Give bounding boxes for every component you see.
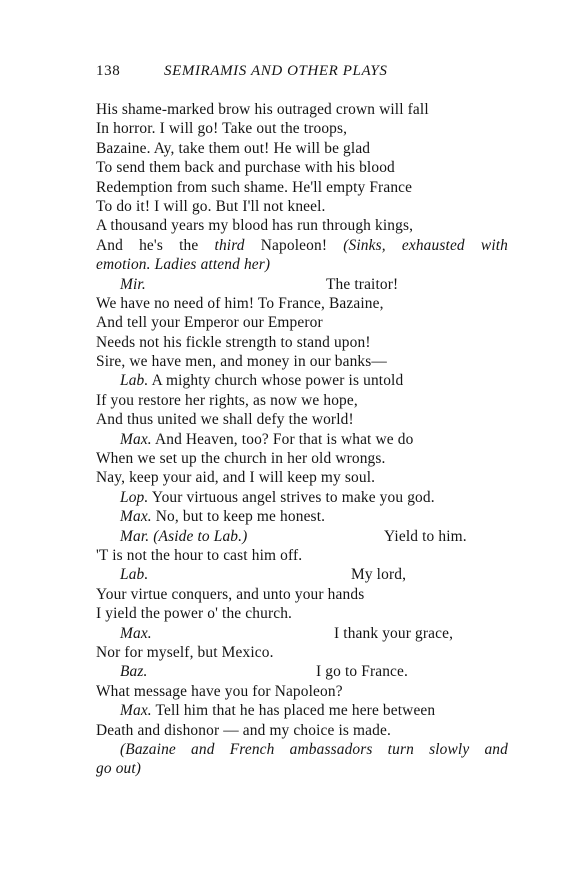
speaker-line — [96, 507, 508, 526]
verse-line: To do it! I will go. But I'll not kneel. — [96, 197, 326, 215]
speaker-line — [96, 488, 508, 507]
verse-line: And tell your Emperor our Emperor — [96, 314, 323, 332]
verse-line: Sire, we have men, and money in our banks— — [96, 353, 387, 371]
line-text: Tell him that he has placed me here between — [155, 702, 436, 720]
speaker-name: Lop. — [120, 488, 149, 506]
stage-direction: (Bazaine and French ambassadors turn slowly and — [120, 740, 508, 758]
line-text: A mighty church whose power is untold — [151, 372, 404, 390]
speaker-name: Lab. — [120, 566, 149, 584]
stage-direction: (Sinks, exhausted with — [343, 236, 508, 254]
speaker-line — [96, 430, 508, 449]
line-text: And he's the — [96, 236, 199, 254]
speaker-line — [96, 701, 508, 720]
verse-line: When we set up the church in her old wrongs. — [96, 450, 386, 468]
stage-direction: (Aside to Lab.) — [153, 527, 248, 545]
verse-line: And thus united we shall defy the world! — [96, 411, 354, 429]
speaker-name: Max. — [120, 624, 152, 642]
line-text: The traitor! — [326, 275, 399, 293]
speaker-line — [96, 275, 508, 294]
speaker-line — [96, 624, 508, 643]
speaker-name: Max. — [120, 430, 152, 448]
stage-direction: go out) — [96, 760, 142, 778]
verse-line: Death and dishonor — and my choice is made. — [96, 721, 391, 739]
line-text: Your virtuous angel strives to make you god. — [151, 488, 435, 506]
verse-line — [96, 236, 508, 255]
line-text: Napoleon! — [260, 236, 328, 254]
line-text: My lord, — [351, 566, 407, 584]
speaker-name: Max. — [120, 508, 152, 526]
running-title: SEMIRAMIS AND OTHER PLAYS — [164, 63, 388, 79]
verse-line: Needs not his fickle strength to stand upon! — [96, 333, 371, 351]
verse-line: Bazaine. Ay, take them out! He will be glad — [96, 139, 371, 157]
speaker-name: Lab. — [120, 372, 149, 390]
speaker-name: Mar. — [120, 527, 150, 545]
verse-line: Nay, keep your aid, and I will keep my soul. — [96, 469, 376, 487]
stage-direction: emotion. Ladies attend her) — [96, 256, 271, 274]
emphasis-text: third — [214, 236, 245, 254]
speaker-name: Max. — [120, 702, 152, 720]
verse-line: Nor for myself, but Mexico. — [96, 643, 274, 661]
verse-line: What message have you for Napoleon? — [96, 682, 343, 700]
line-text: I thank your grace, — [334, 624, 454, 642]
speaker-line — [96, 565, 508, 584]
speaker-line — [96, 527, 508, 546]
verse-line: Your virtue conquers, and unto your hands — [96, 585, 365, 603]
speaker-line — [96, 371, 508, 390]
speaker-line — [96, 662, 508, 681]
verse-line: A thousand years my blood has run through kings, — [96, 217, 414, 235]
verse-line: His shame-marked brow his outraged crown will fall — [96, 101, 429, 118]
line-text: I go to France. — [316, 663, 409, 681]
page-number: 138 — [96, 63, 121, 79]
verse-line: I yield the power o' the church. — [96, 605, 293, 623]
verse-line: In horror. I will go! Take out the troops, — [96, 120, 348, 138]
verse-line: Redemption from such shame. He'll empty France — [96, 178, 413, 196]
verse-line: 'T is not the hour to cast him off. — [96, 546, 303, 564]
line-text: And Heaven, too? For that is what we do — [154, 430, 414, 448]
speaker-name: Baz. — [120, 663, 148, 681]
speaker-name: Mir. — [120, 275, 146, 293]
page-header — [96, 63, 516, 83]
line-text: Yield to him. — [384, 527, 467, 545]
line-text: No, but to keep me honest. — [155, 508, 326, 526]
verse-line: We have no need of him! To France, Bazaine, — [96, 294, 384, 312]
verse-line: To send them back and purchase with his blood — [96, 159, 395, 177]
play-text — [96, 100, 508, 779]
verse-line: If you restore her rights, as now we hope, — [96, 391, 358, 409]
